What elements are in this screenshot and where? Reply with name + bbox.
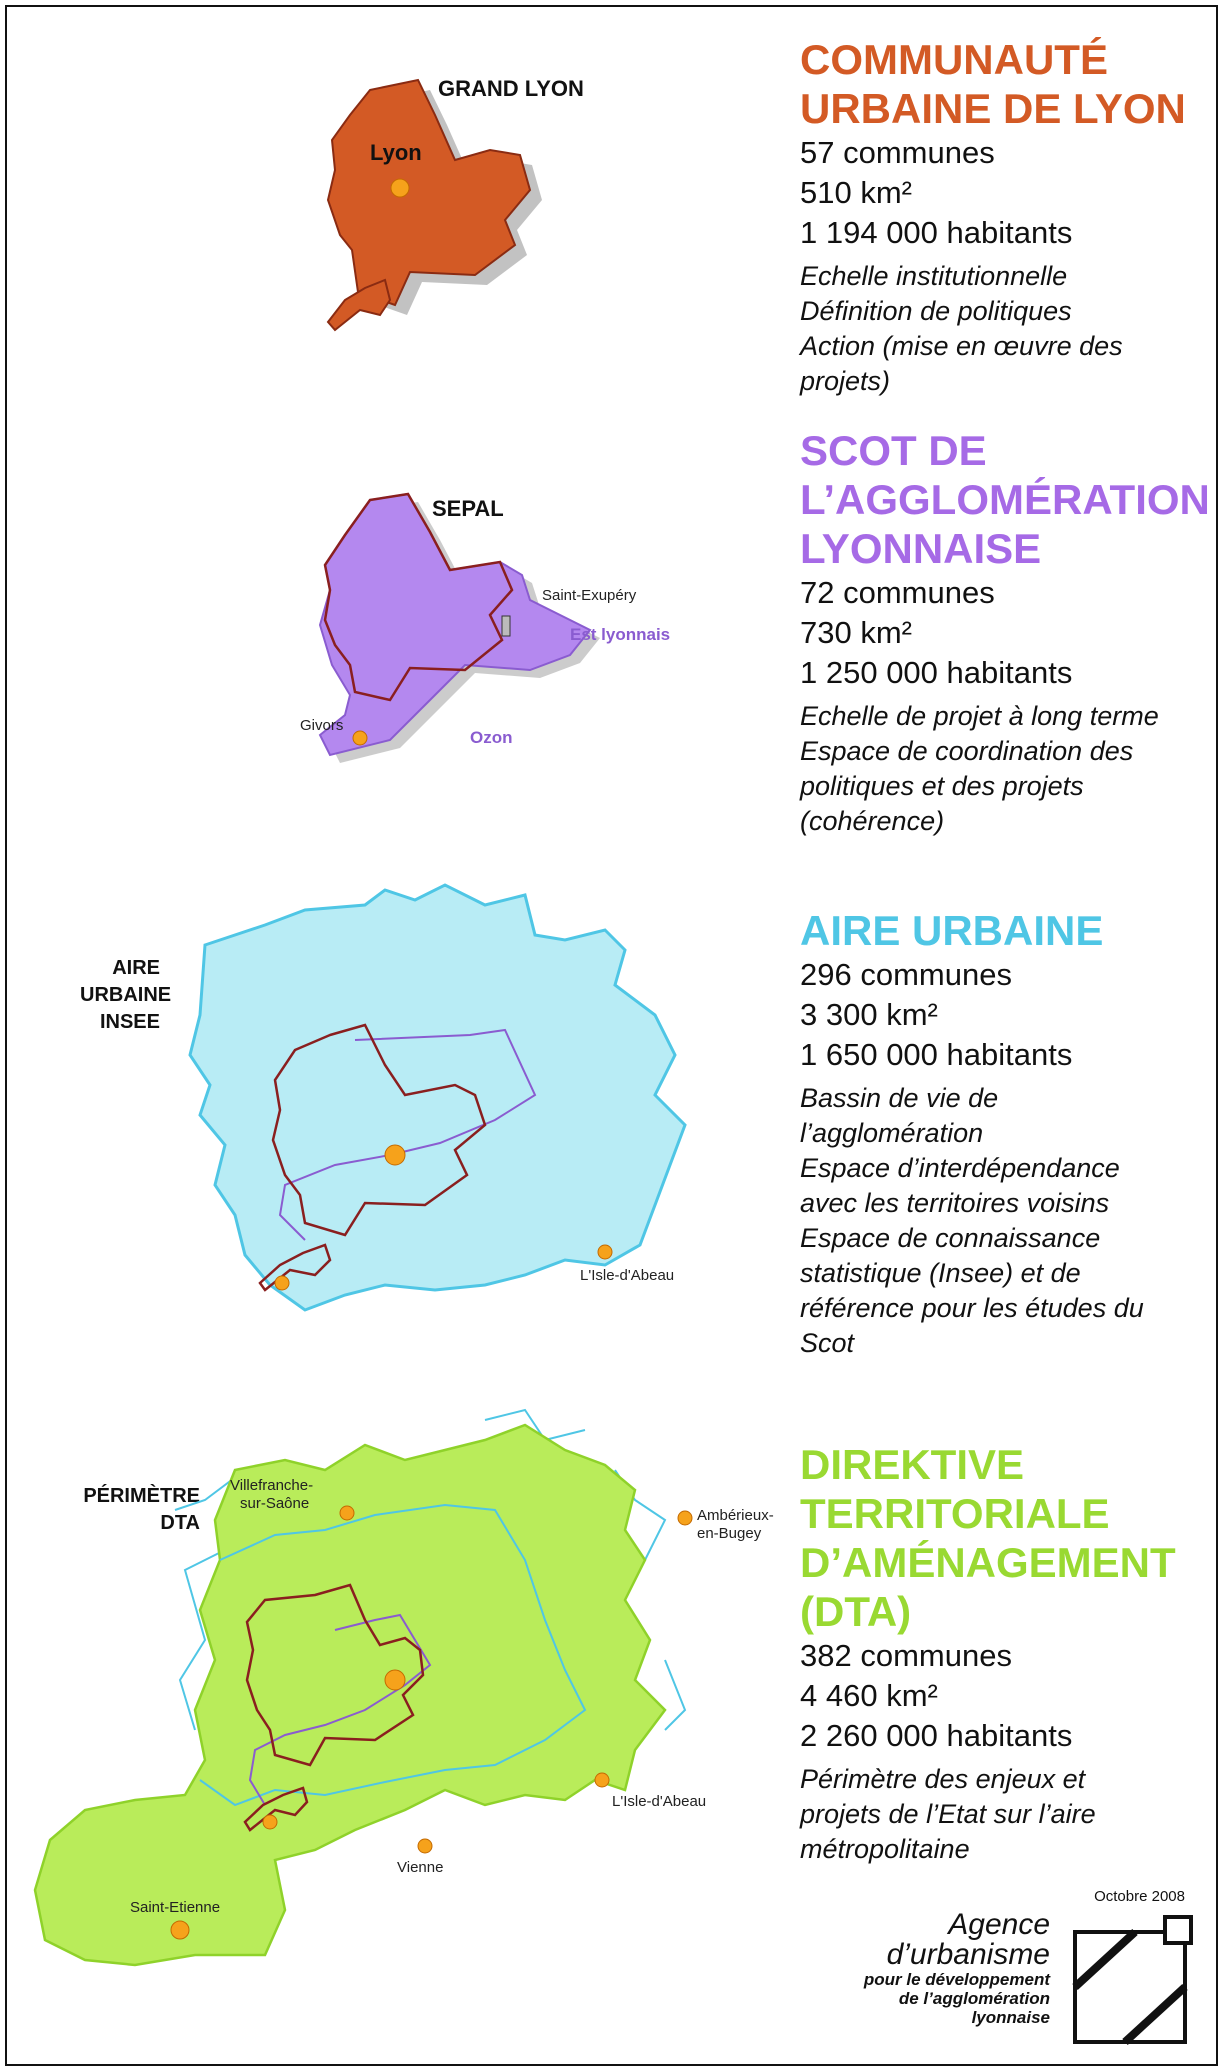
dta-givors-dot (263, 1815, 277, 1829)
section-1-desc: Echelle institutionnelle Définition de politiques Action (mise en œuvre des projets) (800, 261, 1123, 396)
agency-logo-text: Agence d’urbanisme pour le développement de l’agglomération lyonnaise (863, 1908, 1050, 2027)
amberieux-dot (678, 1511, 692, 1525)
section-4-stats: 382 communes 4 460 km² 2 260 000 habitants (800, 1638, 1073, 1753)
section-4-desc: Périmètre des enjeux et projets de l’Etat sur l’aire métropolitaine (800, 1764, 1096, 1864)
section-2-desc: Echelle de projet à long terme Espace de coordination des politiques et des projets (cohérence) (800, 701, 1159, 836)
agency-logo-icon (1065, 1912, 1215, 2062)
lyon-dot (391, 179, 409, 197)
aire-urbaine-shape (190, 885, 685, 1310)
saint-exupery-label: Saint-Exupéry (542, 587, 637, 604)
scot-shape (320, 494, 590, 755)
saint-etienne-dot (171, 1921, 189, 1939)
ozon-label: Ozon (470, 728, 513, 747)
section-2-title: SCOT DE L’AGGLOMÉRATION LYONNAISE (800, 427, 1210, 572)
saint-exupery-marker (502, 616, 510, 636)
section-4-text (800, 1440, 1210, 1867)
vienne-label: Vienne (397, 1859, 444, 1876)
scot-map (290, 480, 850, 780)
saint-etienne-label: Saint-Etienne (130, 1899, 221, 1916)
lyon-label: Lyon (370, 140, 422, 165)
aire-isle-label: L'Isle-d'Abeau (580, 1267, 675, 1284)
aire-givors-dot (275, 1276, 289, 1290)
aire-lyon-dot (385, 1145, 405, 1165)
section-2-stats: 72 communes 730 km² 1 250 000 habitants (800, 575, 1073, 690)
vienne-dot (418, 1839, 432, 1853)
est-lyonnais-label: Est lyonnais (570, 625, 671, 644)
aire-isle-dot (598, 1245, 612, 1259)
section-4-title: DIREKTIVE TERRITORIALE D’AMÉNAGEMENT (DTA) (800, 1441, 1176, 1635)
section-3-desc: Bassin de vie de l’agglomération Espace d’interdépendance avec les territoires voisins Espace de connaissance statistique (Insee) et de référence pour les études du Scot (800, 1083, 1144, 1358)
aire-urbaine-side-label: AIRE URBAINE INSEE (80, 957, 172, 1033)
grand-lyon-label: GRAND LYON (438, 76, 584, 101)
section-3-title: AIRE URBAINE (800, 907, 1104, 954)
footer-date: Octobre 2008 (1094, 1888, 1185, 1905)
section-1-stats: 57 communes 510 km² 1 194 000 habitants (800, 135, 1073, 250)
amberieux-label: Ambérieux-en-Bugey (697, 1507, 774, 1542)
section-3-stats: 296 communes 3 300 km² 1 650 000 habitants (800, 957, 1073, 1072)
villefranche-label: Villefranche-sur-Saône (230, 1477, 314, 1512)
section-1-text (800, 35, 1210, 399)
dta-map (25, 1410, 774, 1970)
dta-isle-label: L'Isle-d'Abeau (612, 1793, 707, 1810)
dta-isle-dot (595, 1773, 609, 1787)
sepal-label: SEPAL (432, 496, 504, 521)
dta-side-label: PÉRIMÈTRE DTA (83, 1485, 200, 1534)
dta-lyon-dot (385, 1670, 405, 1690)
givors-label: Givors (300, 717, 344, 734)
dta-shape (35, 1425, 665, 1965)
section-2-text (800, 426, 1210, 839)
aire-urbaine-map (185, 885, 745, 1365)
villefranche-dot (340, 1506, 354, 1520)
givors-dot (353, 731, 367, 745)
section-1-title: COMMUNAUTÉ URBAINE DE LYON (800, 36, 1186, 132)
section-3-text (800, 906, 1210, 1361)
